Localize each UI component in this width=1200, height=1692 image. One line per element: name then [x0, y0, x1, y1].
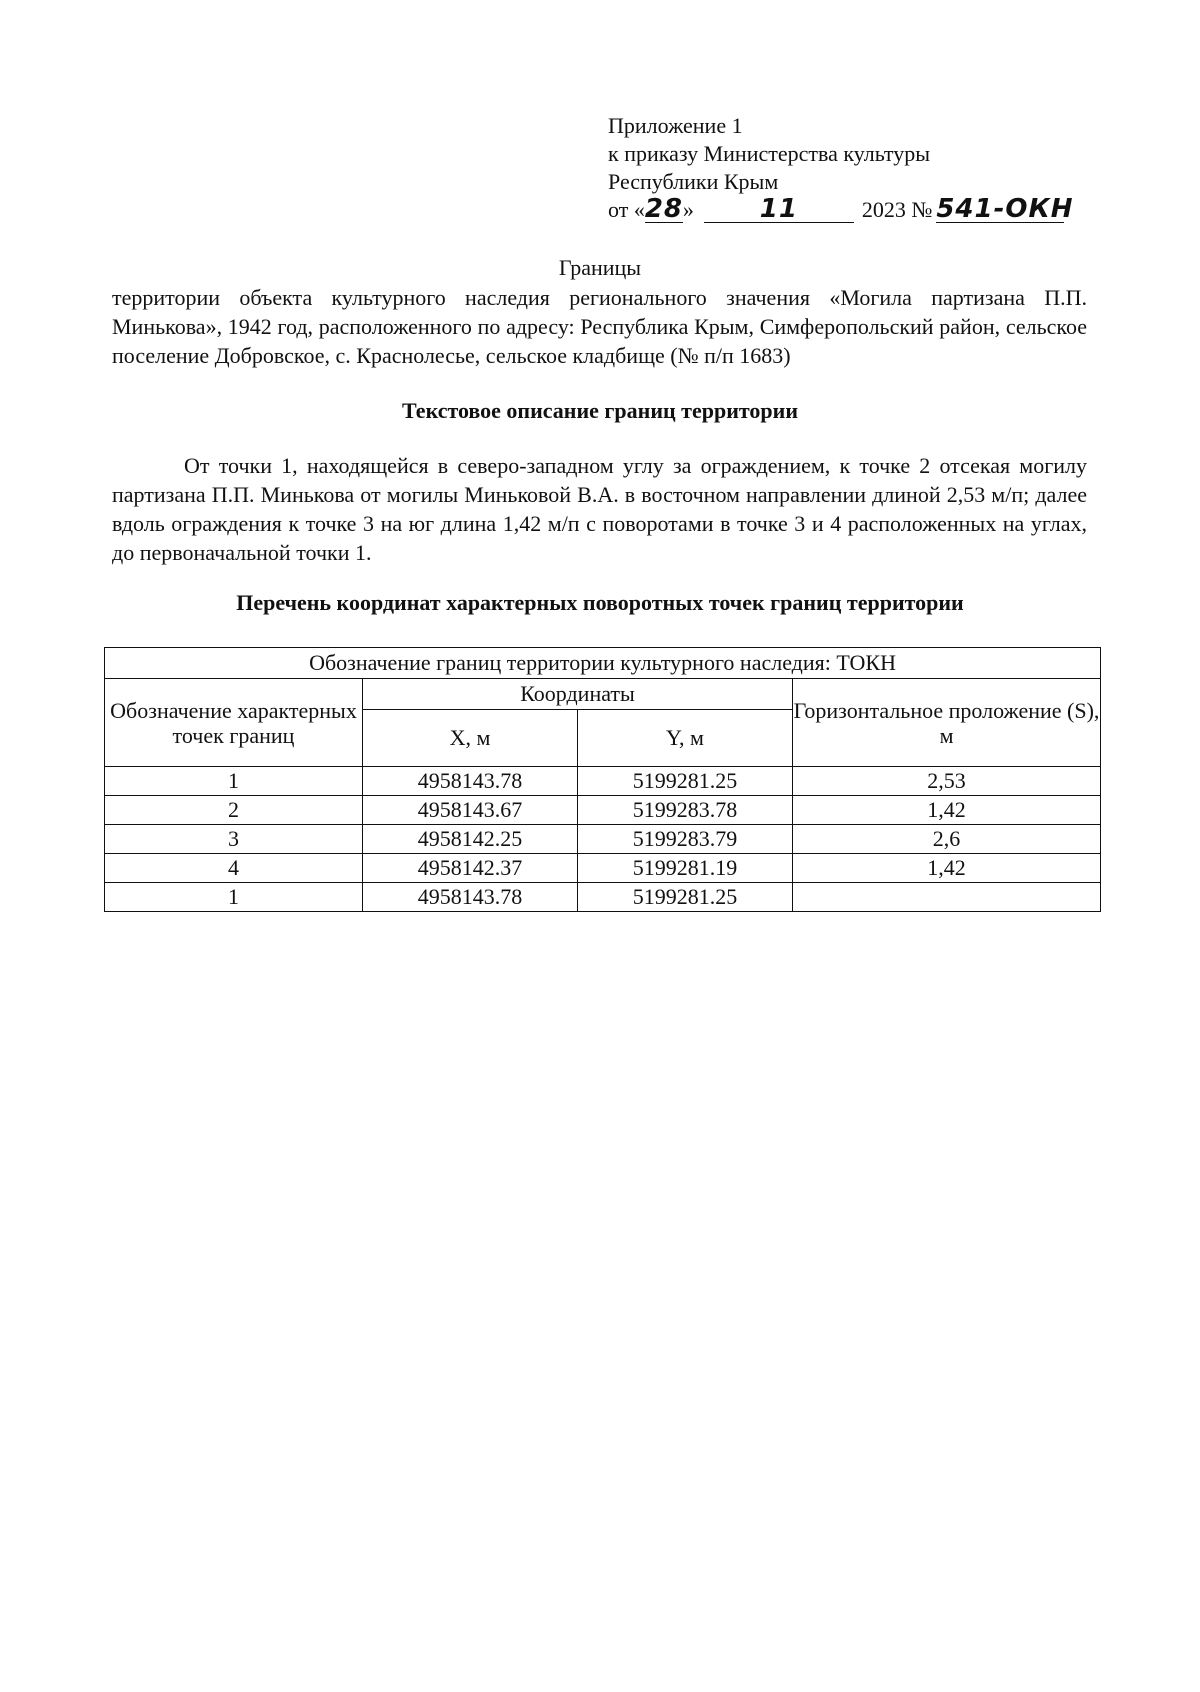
- cell-x: 4958143.78: [363, 883, 578, 912]
- cell-distance: 1,42: [793, 796, 1101, 825]
- appendix-line-1: Приложение 1: [608, 113, 743, 138]
- cell-x: 4958142.37: [363, 854, 578, 883]
- document-title: Границы: [558, 255, 642, 280]
- header-x: X, м: [363, 710, 578, 767]
- table-row: [105, 796, 1101, 825]
- date-month-handwritten: 11: [759, 194, 798, 224]
- date-day-handwritten: 28: [644, 194, 684, 224]
- table-caption: Обозначение границ территории культурного наследия: ТОКН: [105, 648, 1101, 679]
- date-year: 2023 №: [861, 197, 933, 222]
- table-header-row: [105, 679, 1101, 710]
- text-description-paragraph: От точки 1, находящейся в северо-западном углу за ограждением, к точке 2 отсекая могилу партизана П.П. Минькова от могилы Миньковой В.А. в восточном направлении длиной 2,53 м/п; далее вдоль ограждения к точке 3 на юг длина 1,42 м/п с поворотами в точке 3 и 4 расположенных на углах, до первоначальной точки 1.: [112, 453, 1087, 565]
- appendix-line-2: к приказу Министерства культуры: [608, 141, 931, 166]
- cell-y: 5199283.79: [578, 825, 793, 854]
- cell-x: 4958143.67: [363, 796, 578, 825]
- table-row: [105, 825, 1101, 854]
- cell-distance: 1,42: [793, 854, 1101, 883]
- cell-distance: [793, 883, 1101, 912]
- coordinates-table: [104, 647, 1101, 912]
- order-date-line: [608, 196, 1088, 224]
- header-distance: Горизонтальное проложение (S), м: [793, 679, 1101, 767]
- cell-point: 1: [105, 767, 363, 796]
- appendix-header: [608, 112, 1088, 224]
- cell-point: 4: [105, 854, 363, 883]
- cell-y: 5199283.78: [578, 796, 793, 825]
- table-row: [105, 767, 1101, 796]
- cell-y: 5199281.19: [578, 854, 793, 883]
- table-row: [105, 883, 1101, 912]
- cell-distance: 2,6: [793, 825, 1101, 854]
- coordinates-heading: Перечень координат характерных поворотных точек границ территории: [236, 590, 964, 615]
- cell-point: 1: [105, 883, 363, 912]
- table-row: [105, 854, 1101, 883]
- cell-point: 3: [105, 825, 363, 854]
- text-description-heading: Текстовое описание границ территории: [401, 398, 799, 423]
- date-quote-close: »: [682, 197, 694, 222]
- date-month-field: [704, 194, 854, 224]
- order-number-handwritten: 541-ОКН: [936, 194, 1074, 224]
- cell-x: 4958143.78: [363, 767, 578, 796]
- table-caption-row: [105, 648, 1101, 679]
- cell-distance: 2,53: [793, 767, 1101, 796]
- appendix-line-3: Республики Крым: [608, 169, 779, 194]
- order-number-field: [936, 194, 1074, 224]
- header-point: Обозначение характерных точек границ: [105, 679, 363, 767]
- date-day-field: [644, 194, 684, 224]
- cell-point: 2: [105, 796, 363, 825]
- cell-y: 5199281.25: [578, 767, 793, 796]
- document-subtitle: территории объекта культурного наследия регионального значения «Могила партизана П.П. Минькова», 1942 год, расположенного по адресу: Республика Крым, Симферопольский район, сельское поселение Добровское, с. Краснолесье, сельское кладбище (№ п/п 1683): [112, 285, 1087, 368]
- cell-y: 5199281.25: [578, 883, 793, 912]
- date-prefix: от «: [608, 197, 645, 222]
- header-y: Y, м: [578, 710, 793, 767]
- cell-x: 4958142.25: [363, 825, 578, 854]
- header-coordinates: Координаты: [363, 679, 793, 710]
